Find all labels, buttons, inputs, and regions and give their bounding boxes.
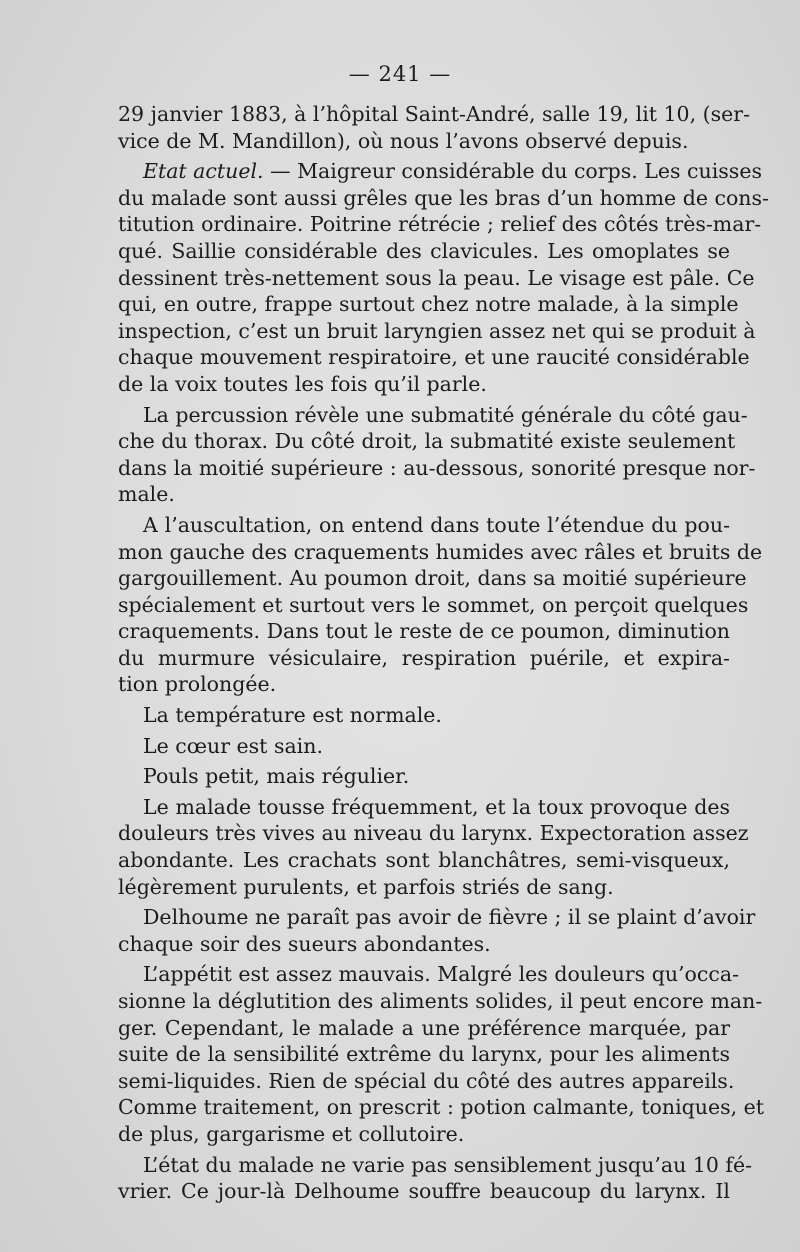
line-text: — Maigreur considérable du corps. Les cuisses xyxy=(263,159,762,184)
text-line xyxy=(118,1041,730,1068)
text-line xyxy=(118,512,730,539)
text-line xyxy=(118,371,730,398)
text-line xyxy=(118,592,749,619)
text-line xyxy=(118,763,730,790)
paragraph xyxy=(118,512,763,698)
text-line xyxy=(118,481,730,508)
line-text: inspection, c’est un bruit laryngien assez net qui se produit à xyxy=(118,318,756,343)
text-line xyxy=(118,455,756,482)
paragraph xyxy=(118,1152,753,1205)
text-line xyxy=(118,1094,765,1121)
line-text: Le cœur est sain. xyxy=(143,733,323,758)
line-text: L’état du malade ne varie pas sensiblement jusqu’au 10 fé- xyxy=(143,1152,753,1177)
line-text: vrier. Ce jour-là Delhoume souffre beaucoup du larynx. Il xyxy=(118,1179,730,1204)
paragraph xyxy=(118,101,751,154)
text-line xyxy=(118,185,769,212)
line-text: ger. Cependant, le malade a une préférence marquée, par xyxy=(118,1015,730,1040)
line-text: La percussion révèle une submatité générale du côté gau- xyxy=(143,402,748,427)
paragraph xyxy=(118,961,765,1147)
line-text: spécialement et surtout vers le sommet, on perçoit quelques xyxy=(118,592,749,617)
text-line xyxy=(118,539,763,566)
line-text: mon gauche des craquements humides avec râles et bruits de xyxy=(118,539,763,564)
text-line xyxy=(118,904,756,931)
line-text: semi-liquides. Rien de spécial du côté des autres appareils. xyxy=(118,1068,735,1093)
paragraph xyxy=(118,763,730,790)
paragraph xyxy=(118,794,749,900)
line-text: du malade sont aussi grêles que les bras d’un homme de cons- xyxy=(118,185,769,210)
line-text: gargouillement. Au poumon droit, dans sa moitié supérieure xyxy=(118,566,747,591)
text-line xyxy=(118,402,748,429)
text-line xyxy=(118,1068,735,1095)
text-line xyxy=(118,618,730,645)
line-text: tion prolongée. xyxy=(118,672,277,697)
text-line xyxy=(118,988,763,1015)
text-line xyxy=(118,344,750,371)
text-line xyxy=(118,733,730,760)
line-text: dans la moitié supérieure : au-dessous, sonorité presque nor- xyxy=(118,455,756,480)
text-line xyxy=(118,1178,730,1205)
text-line xyxy=(118,565,747,592)
line-text: chaque soir des sueurs abondantes. xyxy=(118,931,491,956)
paragraph xyxy=(118,402,756,508)
paragraph xyxy=(118,702,730,729)
paragraph xyxy=(118,904,756,957)
line-text: 29 janvier 1883, à l’hôpital Saint-André, salle 19, lit 10, (ser- xyxy=(118,102,751,126)
line-text: Delhoume ne paraît pas avoir de fièvre ; il se plaint d’avoir xyxy=(143,905,756,930)
line-text: A l’auscultation, on entend dans toute l’étendue du pou- xyxy=(143,512,730,537)
line-text: craquements. Dans tout le reste de ce poumon, diminution xyxy=(118,619,730,644)
text-line xyxy=(118,158,762,185)
text-line xyxy=(118,291,739,318)
text-line xyxy=(118,820,749,847)
text-line xyxy=(118,428,736,455)
paragraph xyxy=(118,733,730,760)
text-line xyxy=(118,847,730,874)
text-line xyxy=(118,265,755,292)
line-text: légèrement purulents, et parfois striés de sang. xyxy=(118,874,614,899)
text-line xyxy=(118,101,751,128)
section-lead: Etat actuel. xyxy=(143,159,264,184)
line-text: suite de la sensibilité extrême du larynx, pour les aliments xyxy=(118,1042,730,1067)
line-text: vice de M. Mandillon), où nous l’avons observé depuis. xyxy=(118,128,689,153)
page-body xyxy=(118,101,769,1209)
line-text: Comme traitement, on prescrit : potion calmante, toniques, et xyxy=(118,1095,765,1120)
line-text: qué. Saillie considérable des clavicules. Les omoplates se xyxy=(118,238,730,263)
line-text: Pouls petit, mais régulier. xyxy=(143,764,410,789)
line-text: du murmure vésiculaire, respiration puérile, et expira- xyxy=(118,645,730,670)
text-line xyxy=(118,931,730,958)
line-text: male. xyxy=(118,482,175,507)
line-text: Le malade tousse fréquemment, et la toux provoque des xyxy=(143,794,730,819)
text-line xyxy=(118,671,730,698)
line-text: de la voix toutes les fois qu’il parle. xyxy=(118,371,487,396)
line-text: sionne la déglutition des aliments solides, il peut encore man- xyxy=(118,989,763,1013)
line-text: La température est normale. xyxy=(143,703,442,728)
page-number: — 241 — xyxy=(348,62,452,86)
line-text: dessinent très-nettement sous la peau. Le visage est pâle. Ce xyxy=(118,265,755,290)
text-line xyxy=(118,1121,730,1148)
text-line xyxy=(118,318,756,345)
paragraph xyxy=(118,158,769,397)
text-line xyxy=(118,961,740,988)
line-text: de plus, gargarisme et collutoire. xyxy=(118,1121,465,1146)
text-line xyxy=(118,702,730,729)
line-text: che du thorax. Du côté droit, la submatité existe seulement xyxy=(118,429,736,454)
line-text: chaque mouvement respiratoire, et une raucité considérable xyxy=(118,345,750,370)
line-text: qui, en outre, frappe surtout chez notre malade, à la simple xyxy=(118,292,739,317)
line-text: titution ordinaire. Poitrine rétrécie ; relief des côtés très-mar- xyxy=(118,212,762,237)
text-line xyxy=(118,794,730,821)
text-line xyxy=(118,238,730,265)
text-line xyxy=(118,645,730,672)
text-line xyxy=(118,128,730,155)
text-line xyxy=(118,1152,753,1179)
text-line xyxy=(118,874,730,901)
line-text: douleurs très vives au niveau du larynx. Expectoration assez xyxy=(118,821,749,846)
text-line xyxy=(118,1015,730,1042)
line-text: abondante. Les crachats sont blanchâtres, semi-visqueux, xyxy=(118,848,730,873)
text-line xyxy=(118,211,762,238)
line-text: L’appétit est assez mauvais. Malgré les douleurs qu’occa- xyxy=(143,962,740,987)
